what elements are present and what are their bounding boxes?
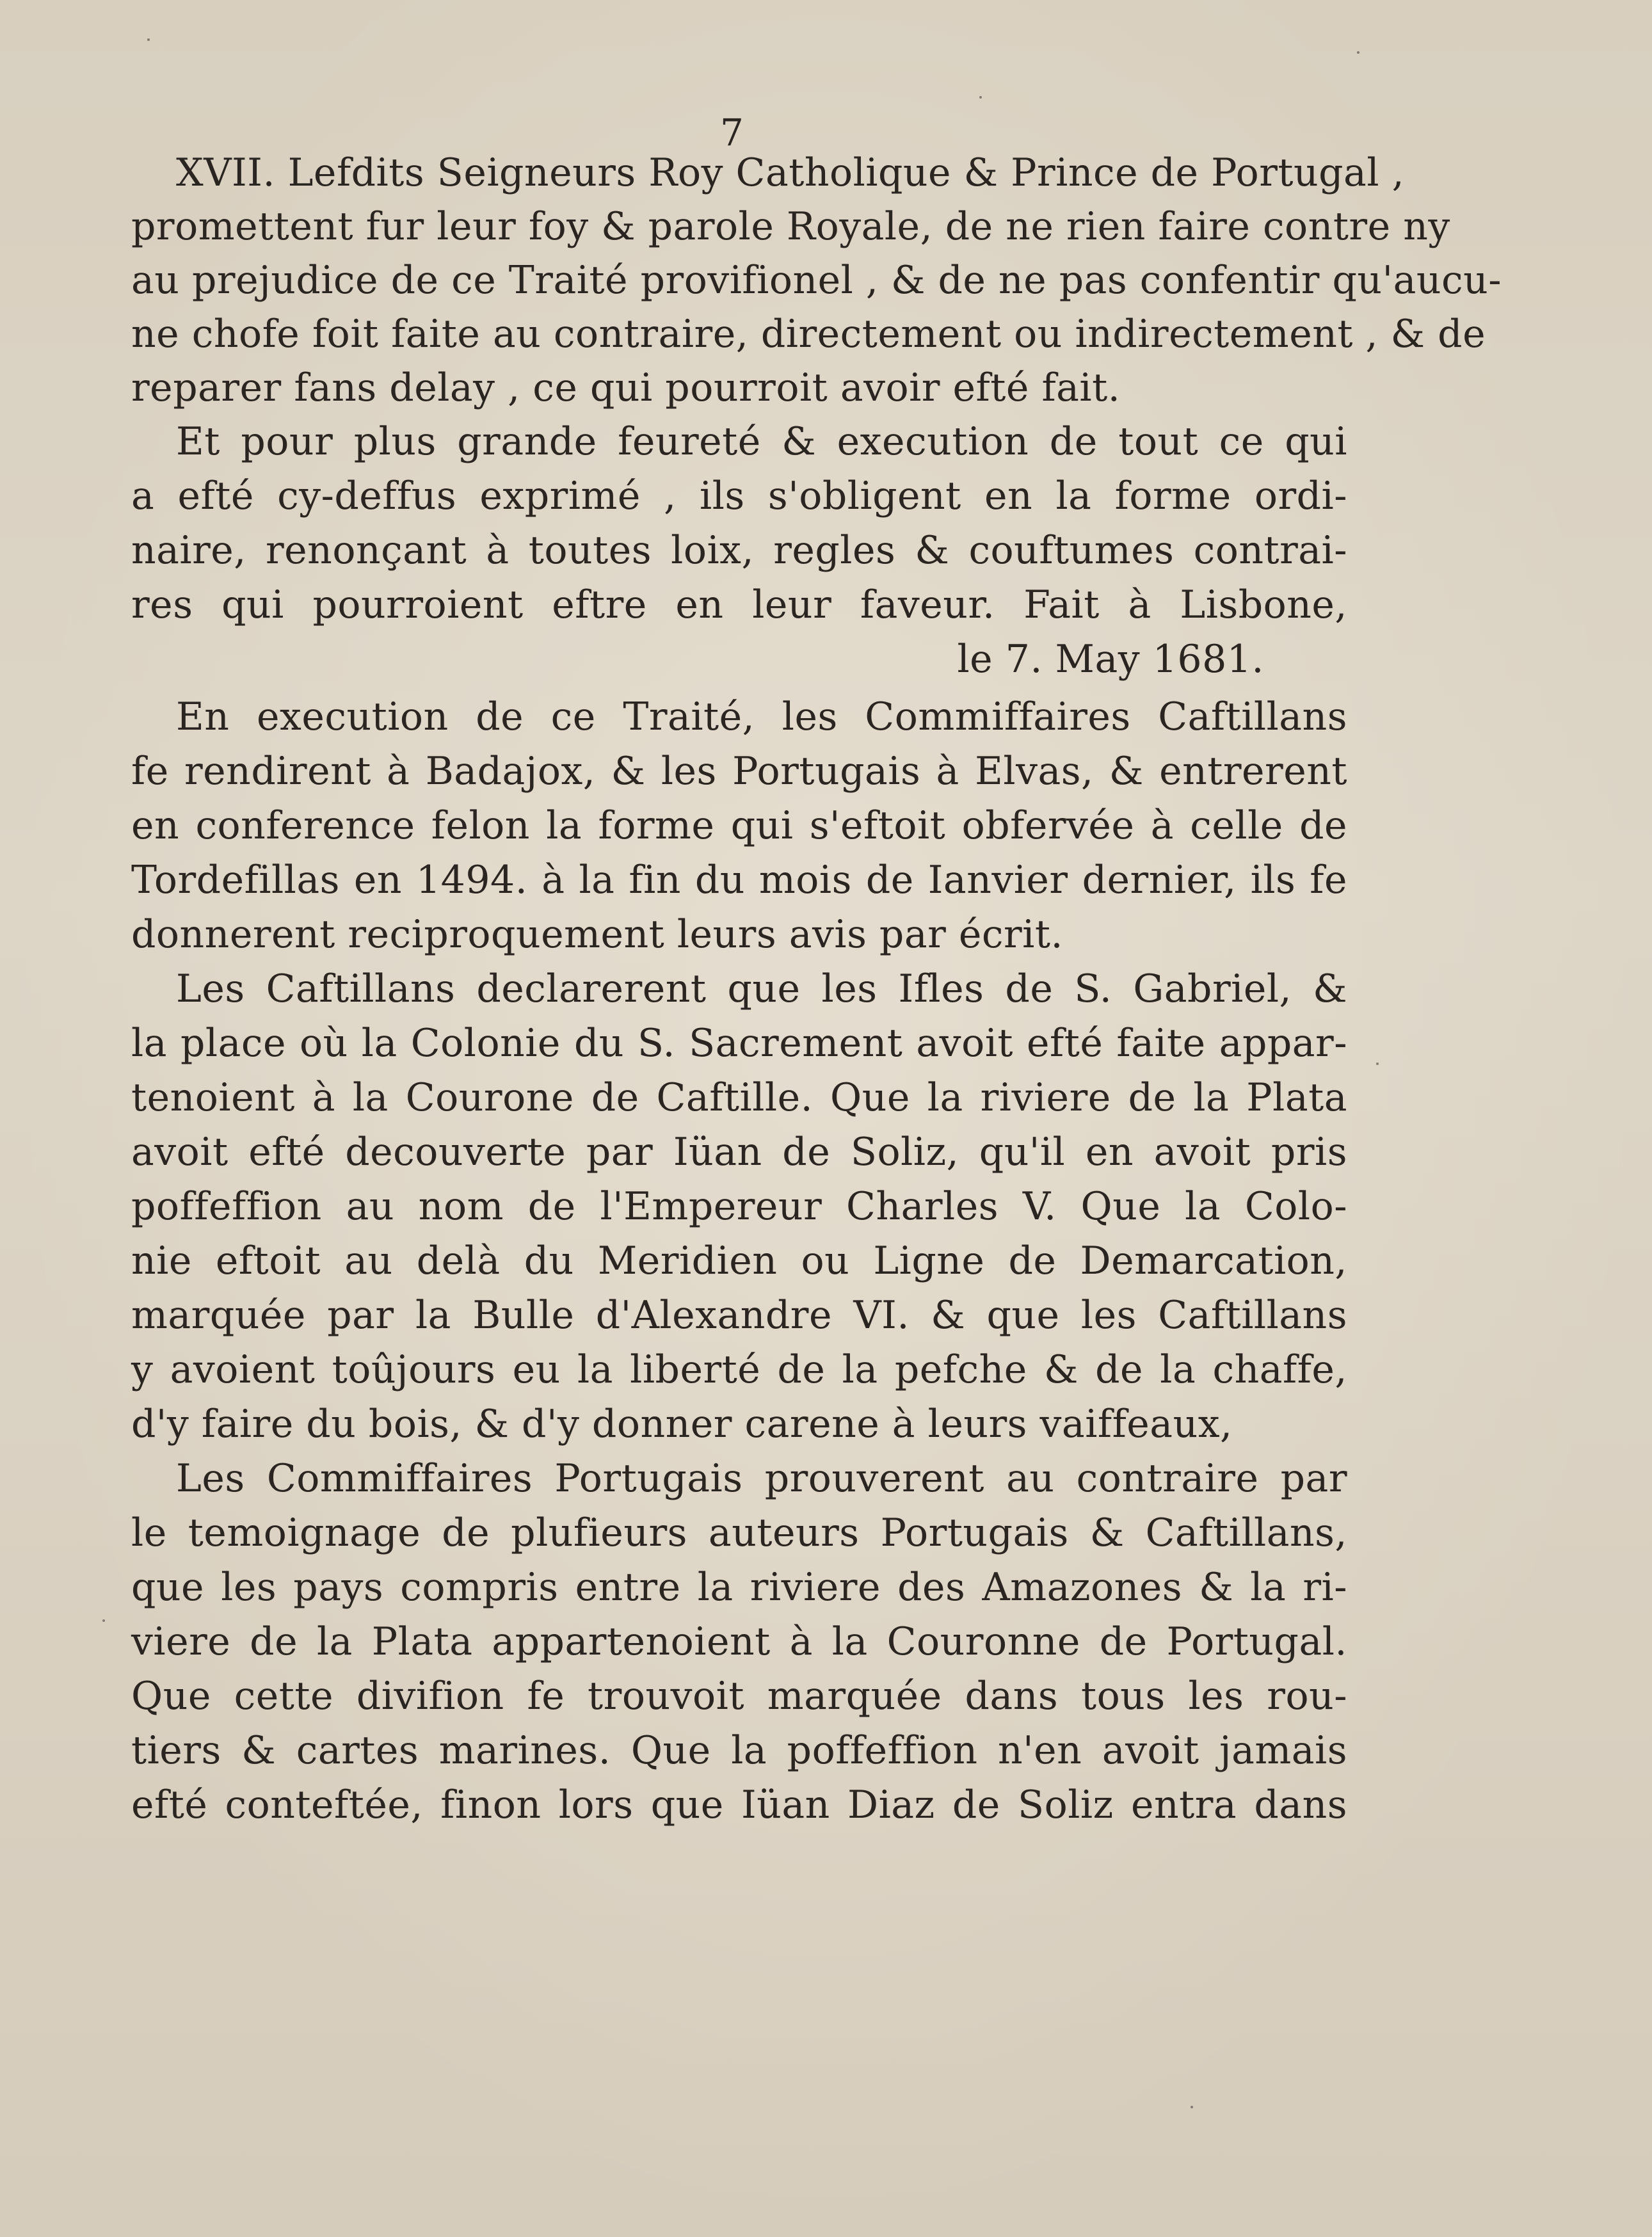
- text-line: au prejudice de ce Traité provifionel , & de ne pas confentir qu'aucu-: [131, 258, 1502, 303]
- text-line: res qui pourroient eftre en leur faveur. Fait à Lisbone,: [131, 582, 1347, 627]
- text-line: le 7. May 1681.: [957, 637, 1264, 682]
- text-line: y avoient toûjours eu la liberté de la pefche & de la chaffe,: [131, 1347, 1347, 1392]
- text-line: le temoignage de plufieurs auteurs Portugais & Caftillans,: [131, 1511, 1347, 1555]
- text-line: que les pays compris entre la riviere des Amazones & la ri-: [131, 1565, 1347, 1610]
- paper-speck: [1376, 1062, 1379, 1065]
- paper-speck: [102, 1619, 105, 1622]
- text-line: En execution de ce Traité, les Commiffaires Caftillans: [176, 694, 1347, 739]
- text-line: tenoient à la Courone de Caftille. Que la riviere de la Plata: [131, 1075, 1347, 1120]
- text-line: promettent fur leur foy & parole Royale, de ne rien faire contre ny: [131, 204, 1450, 249]
- text-line: en conference felon la forme qui s'eftoit obfervée à celle de: [131, 803, 1347, 848]
- text-line: marquée par la Bulle d'Alexandre VI. & que les Caftillans: [131, 1293, 1347, 1338]
- text-line: poffeffion au nom de l'Empereur Charles V. Que la Colo-: [131, 1184, 1347, 1229]
- text-line: Les Caftillans declarerent que les Ifles de S. Gabriel, &: [176, 966, 1347, 1011]
- paper-speck: [979, 96, 982, 99]
- text-line: donnerent reciproquement leurs avis par écrit.: [131, 912, 1064, 957]
- text-line: d'y faire du bois, & d'y donner carene à leurs vaiffeaux,: [131, 1402, 1233, 1447]
- paper-speck: [1357, 51, 1359, 54]
- text-line: XVII. Lefdits Seigneurs Roy Catholique & Prince de Portugal ,: [176, 150, 1405, 195]
- page-number: 7: [720, 111, 744, 154]
- text-line: Tordefillas en 1494. à la fin du mois de Ianvier dernier, ils fe: [131, 858, 1347, 902]
- text-line: nie eftoit au delà du Meridien ou Ligne de Demarcation,: [131, 1239, 1347, 1283]
- text-line: Que cette divifion fe trouvoit marquée dans tous les rou-: [131, 1674, 1347, 1719]
- text-line: la place où la Colonie du S. Sacrement avoit efté faite appar-: [131, 1021, 1347, 1066]
- text-line: Et pour plus grande feureté & execution de tout ce qui: [176, 419, 1347, 464]
- text-line: ne chofe foit faite au contraire, directement ou indirectement , & de: [131, 312, 1486, 357]
- text-line: fe rendirent à Badajox, & les Portugais à Elvas, & entrerent: [131, 749, 1347, 794]
- text-line: avoit efté decouverte par Iüan de Soliz, qu'il en avoit pris: [131, 1130, 1347, 1175]
- text-line: naire, renonçant à toutes loix, regles & couftumes contrai-: [131, 528, 1347, 573]
- text-line: tiers & cartes marines. Que la poffeffion n'en avoit jamais: [131, 1728, 1347, 1773]
- paper-speck: [1191, 2106, 1193, 2108]
- text-line: Les Commiffaires Portugais prouverent au contraire par: [176, 1456, 1347, 1501]
- text-line: a efté cy-deffus exprimé , ils s'obligent en la forme ordi-: [131, 474, 1347, 518]
- text-line: reparer fans delay , ce qui pourroit avoir efté fait.: [131, 365, 1121, 410]
- paper-speck: [147, 38, 150, 41]
- text-line: viere de la Plata appartenoient à la Couronne de Portugal.: [131, 1619, 1347, 1664]
- text-line: efté conteftée, finon lors que Iüan Diaz de Soliz entra dans: [131, 1783, 1347, 1827]
